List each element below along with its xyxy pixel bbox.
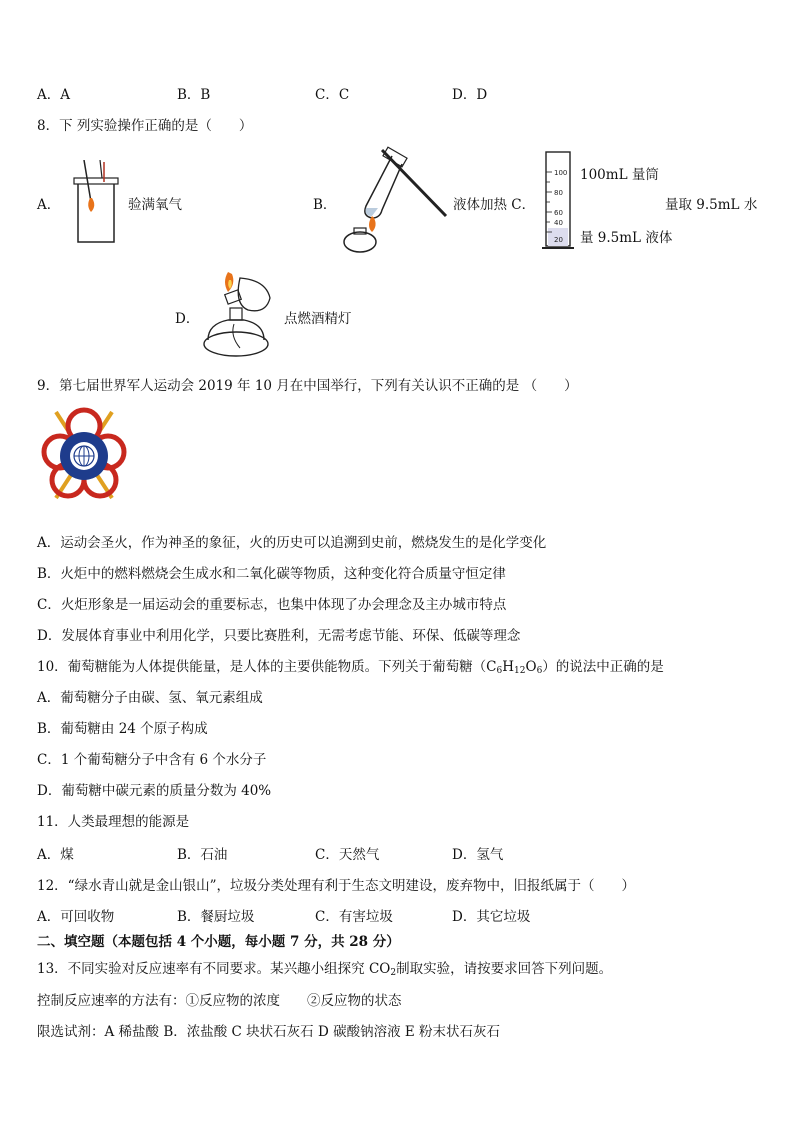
q7-option-d: D．D	[452, 87, 488, 103]
graduated-cylinder-icon	[540, 150, 576, 252]
q7-option-b: B．B	[177, 87, 211, 103]
q9-option-a: A．运动会圣火，作为神圣的象征，火的历史可以追溯到史前，燃烧发生的是化学变化	[37, 535, 547, 551]
q10-option-a: A．葡萄糖分子由碳、氢、氧元素组成	[37, 690, 263, 706]
q13-line1: 控制反应速率的方法有：①反应物的浓度 ②反应物的状态	[37, 993, 402, 1009]
q9-stem: 9．第七届世界军人运动会 2019 年 10 月在中国举行，下列有关认识不正确的是 （ ）	[37, 378, 578, 394]
q8-option-b-text: 液体加热 C．	[453, 197, 536, 213]
cyl-tick-60: 60	[554, 209, 563, 217]
military-games-emblem-icon	[38, 402, 130, 510]
q12-option-a: A．可回收物	[37, 909, 115, 925]
alcohol-lamp-icon	[200, 270, 282, 360]
q11-option-c: C．天然气	[315, 847, 380, 863]
q8-option-d-letter: D．	[175, 311, 200, 327]
q10-option-c: C．1 个葡萄糖分子中含有 6 个水分子	[37, 752, 267, 768]
q9-option-c: C．火炬形象是一届运动会的重要标志，也集中体现了办会理念及主办城市特点	[37, 597, 507, 613]
gas-bottle-icon	[70, 160, 124, 246]
section-title: 二、填空题（本题包括 4 个小题，每小题 7 分，共 28 分）	[37, 934, 400, 950]
q13-line2: 限选试剂：A 稀盐酸 B．浓盐酸 C 块状石灰石 D 碳酸钠溶液 E 粉末状石灰石	[37, 1024, 501, 1040]
q11-option-a: A．煤	[37, 847, 74, 863]
q8-option-c-label: 100mL 量筒	[580, 167, 659, 183]
q8-option-a-letter: A．	[37, 197, 61, 213]
q12-option-d: D．其它垃圾	[452, 909, 531, 925]
q9-option-b: B．火炬中的燃料燃烧会生成水和二氧化碳等物质，这种变化符合质量守恒定律	[37, 566, 506, 582]
q12-stem: 12．“绿水青山就是金山银山”，垃圾分类处理有利于生态文明建设，废弃物中，旧报纸属于（ ）	[37, 878, 635, 894]
q7-options	[37, 83, 757, 101]
q11-stem: 11．人类最理想的能源是	[37, 814, 190, 830]
cyl-tick-100: 100	[554, 169, 568, 177]
q8-option-d-text: 点燃酒精灯	[284, 311, 352, 327]
q8-option-b-letter: B．	[313, 197, 337, 213]
cyl-tick-80: 80	[554, 189, 563, 197]
q11-options	[37, 843, 757, 861]
q8-option-c-text1: 量取 9.5mL 水	[665, 197, 758, 213]
q10-option-d: D．葡萄糖中碳元素的质量分数为 40%	[37, 783, 272, 799]
q11-option-b: B．石油	[177, 847, 228, 863]
q8-option-a-text: 验满氧气	[128, 197, 182, 213]
q7-option-a: A．A	[37, 87, 70, 103]
q9-option-d: D．发展体育事业中利用化学，只要比赛胜利，无需考虑节能、环保、低碳等理念	[37, 628, 521, 644]
q12-options	[37, 905, 757, 923]
q13-stem: 13．不同实验对反应速率有不同要求。某兴趣小组探究 $CO_2$制取实验，请按要求回答下列问题。	[37, 961, 613, 978]
q11-option-d: D．氢气	[452, 847, 504, 863]
test-tube-heating-icon	[336, 146, 448, 256]
cyl-tick-20: 20	[554, 236, 563, 244]
q10-stem: 10．葡萄糖能为人体提供能量，是人体的主要供能物质。下列关于葡萄糖$(C_6H_{12}O_6)$的说法中正确的是	[37, 659, 664, 676]
q12-option-c: C．有害垃圾	[315, 909, 393, 925]
q12-option-b: B．餐厨垃圾	[177, 909, 255, 925]
q8-stem: 8．下 列实验操作正确的是（ ）	[37, 118, 253, 134]
q8-option-c-text2: 量 9.5mL 液体	[580, 230, 673, 246]
q7-option-c: C．C	[315, 87, 350, 103]
q10-option-b: B．葡萄糖由 24 个原子构成	[37, 721, 208, 737]
cyl-tick-40: 40	[554, 219, 563, 227]
